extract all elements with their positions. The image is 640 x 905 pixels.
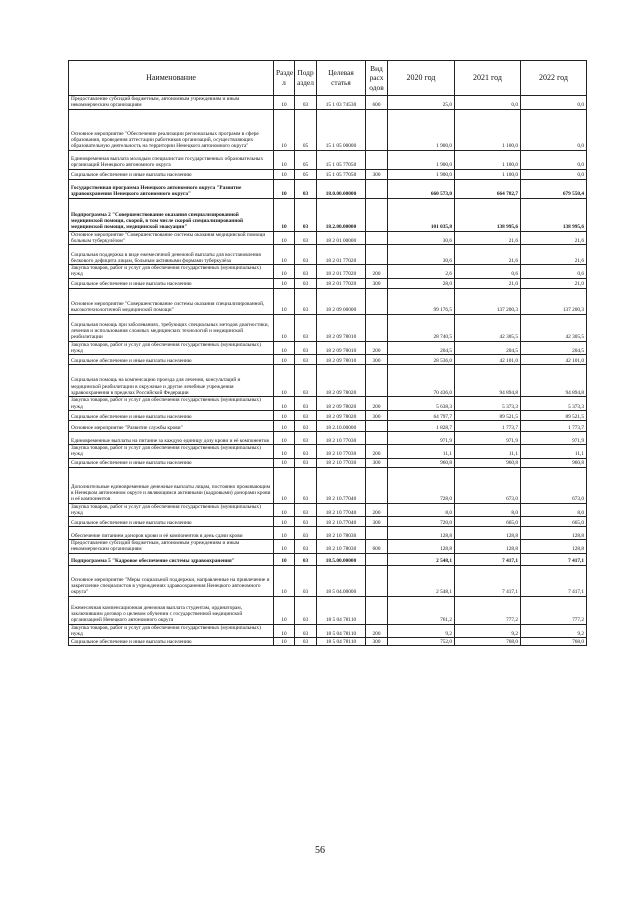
cell-subsection: 03 — [295, 565, 317, 596]
cell-section: 10 — [274, 365, 295, 397]
cell-target: 18 2 10 77030 — [317, 431, 366, 444]
cell-target: 18 2 09 78010 — [317, 355, 366, 365]
cell-target: 18 2 10 77040 — [317, 503, 366, 517]
cell-exp-type: 300 — [366, 517, 388, 527]
cell-exp-type — [366, 109, 388, 150]
cell-exp-type — [366, 420, 388, 431]
table-row — [69, 169, 587, 179]
cell-exp-type — [366, 365, 388, 397]
cell-subsection: 03 — [295, 198, 317, 231]
cell-target: 18.0.00.00000 — [317, 179, 366, 198]
cell-section: 10 — [274, 517, 295, 527]
cell-section: 10 — [274, 314, 295, 341]
page-number: 56 — [315, 845, 325, 856]
cell-2022: 0,6 — [521, 265, 587, 279]
cell-section: 10 — [274, 444, 295, 458]
cell-2020: 28 536,0 — [388, 355, 455, 365]
cell-2022: 42 305,5 — [521, 314, 587, 341]
cell-name: Предоставление субсидий бюджетным, автономным учреждениям и иным некоммерческим организациям — [69, 96, 274, 110]
cell-section: 10 — [274, 503, 295, 517]
cell-2021: 5 373,3 — [455, 397, 521, 411]
cell-2022: 21,6 — [521, 245, 587, 265]
table-row — [69, 96, 587, 110]
cell-2022: 0,0 — [521, 169, 587, 179]
table-row — [69, 596, 587, 624]
cell-section: 10 — [274, 179, 295, 198]
cell-name: Социальное обеспечение и иные выплаты населению — [69, 458, 274, 467]
cell-name: Обеспечение питанием доноров крови и её компонентов в день сдачи крови — [69, 527, 274, 540]
cell-name: Единовременные выплаты на питание за каждую единицу дозу крови и её компонентов — [69, 431, 274, 444]
cell-name: Закупка товаров, работ и услуг для обеспечения государственных (муниципальных) нужд — [69, 503, 274, 517]
cell-2021: 21,0 — [455, 278, 521, 288]
cell-exp-type — [366, 565, 388, 596]
cell-2022: 8,0 — [521, 503, 587, 517]
cell-section: 10 — [274, 288, 295, 314]
table-row — [69, 624, 587, 638]
table-row — [69, 365, 587, 397]
cell-name: Социальное обеспечение и иные выплаты населению — [69, 638, 274, 646]
cell-exp-type — [366, 288, 388, 314]
cell-exp-type — [366, 431, 388, 444]
cell-name: Основное мероприятие "Развитие службы крови" — [69, 420, 274, 431]
cell-2020: 99 176,5 — [388, 288, 455, 314]
cell-target: 18 2 09 78020 — [317, 410, 366, 420]
header-exp-type: Вид расх одов — [366, 61, 388, 96]
cell-subsection: 03 — [295, 410, 317, 420]
cell-exp-type: 300 — [366, 355, 388, 365]
cell-target: 15 1 05 77050 — [317, 169, 366, 179]
cell-2022: 0,0 — [521, 96, 587, 110]
cell-name: Основное мероприятие "Совершенствование системы оказания медицинской помощи больным туберкулёзом" — [69, 231, 274, 245]
cell-exp-type: 200 — [366, 444, 388, 458]
cell-2020: 2,6 — [388, 265, 455, 279]
cell-section: 10 — [274, 638, 295, 646]
cell-2022: 0,0 — [521, 109, 587, 150]
cell-2020: 1 900,0 — [388, 169, 455, 179]
cell-2021: 8,0 — [455, 503, 521, 517]
table-row — [69, 355, 587, 365]
cell-section: 10 — [274, 231, 295, 245]
cell-section: 10 — [274, 431, 295, 444]
cell-2020: 960,8 — [388, 458, 455, 467]
cell-2020: 30,6 — [388, 231, 455, 245]
table-row — [69, 288, 587, 314]
cell-name: Закупка товаров, работ и услуг для обеспечения государственных (муниципальных) нужд — [69, 624, 274, 638]
cell-name: Закупка товаров, работ и услуг для обеспечения государственных (муниципальных) нужд — [69, 397, 274, 411]
cell-section: 10 — [274, 565, 295, 596]
cell-exp-type — [366, 314, 388, 341]
cell-name: Основное мероприятие "Обеспечение реализации региональных программ в сфере образования, проведения аттестации работников организаций, осуществляющих образовательную деятельность на территории Ненецкого автономного округа" — [69, 109, 274, 150]
cell-exp-type — [366, 245, 388, 265]
cell-2020: 752,0 — [388, 638, 455, 646]
cell-2020: 660 573,0 — [388, 179, 455, 198]
cell-section: 10 — [274, 553, 295, 565]
table-row — [69, 245, 587, 265]
cell-subsection: 03 — [295, 458, 317, 467]
header-2020: 2020 год — [388, 61, 455, 96]
cell-exp-type: 200 — [366, 397, 388, 411]
cell-subsection: 03 — [295, 96, 317, 110]
cell-target: 18 2 09 78020 — [317, 397, 366, 411]
cell-section: 10 — [274, 341, 295, 355]
cell-section: 10 — [274, 245, 295, 265]
cell-2021: 94 894,8 — [455, 365, 521, 397]
cell-subsection: 03 — [295, 179, 317, 198]
cell-subsection: 03 — [295, 397, 317, 411]
cell-target: 15 1 03 74530 — [317, 96, 366, 110]
cell-2020: 30,6 — [388, 245, 455, 265]
cell-target: 18 2 09 78020 — [317, 365, 366, 397]
table-row — [69, 231, 587, 245]
cell-target: 18 5 04 78110 — [317, 624, 366, 638]
cell-subsection: 03 — [295, 540, 317, 554]
cell-subsection: 03 — [295, 341, 317, 355]
cell-2021: 1 100,0 — [455, 109, 521, 150]
cell-section: 10 — [274, 624, 295, 638]
cell-2022: 128,8 — [521, 540, 587, 554]
cell-2020: 9,2 — [388, 624, 455, 638]
cell-2021: 42 305,5 — [455, 314, 521, 341]
cell-2021: 204,5 — [455, 341, 521, 355]
cell-name: Основное мероприятие "Меры социальной поддержки, направленные на привлечение и закрепление специалистов в учреждениях здравоохранения Ненецкого автономного округа" — [69, 565, 274, 596]
cell-2022: 9,2 — [521, 624, 587, 638]
cell-subsection: 03 — [295, 596, 317, 624]
cell-2020: 1 828,7 — [388, 420, 455, 431]
cell-2022: 21,6 — [521, 231, 587, 245]
cell-name: Основное мероприятие "Совершенствование системы оказания специализированной, высокотехнологичной медицинской помощи" — [69, 288, 274, 314]
table-row — [69, 198, 587, 231]
table-row — [69, 410, 587, 420]
cell-2022: 94 894,8 — [521, 365, 587, 397]
cell-2020: 128,8 — [388, 527, 455, 540]
cell-name: Единовременная выплата молодым специалистам государственных образовательных организаций Ненецкого автономного округа — [69, 150, 274, 169]
cell-2020: 5 638,3 — [388, 397, 455, 411]
cell-2021: 664 782,7 — [455, 179, 521, 198]
cell-target: 18 2 01 77020 — [317, 278, 366, 288]
cell-2021: 21,6 — [455, 231, 521, 245]
cell-target: 15 1 05 77050 — [317, 150, 366, 169]
cell-2022: 138 995,6 — [521, 198, 587, 231]
cell-exp-type — [366, 553, 388, 565]
cell-subsection: 05 — [295, 109, 317, 150]
header-section: Разде л — [274, 61, 295, 96]
cell-2020: 11,1 — [388, 444, 455, 458]
cell-name: Ежемесячная компенсационная денежная выплата студентам, ординаторам, заключившим договор о целевом обучении с государственной медицинской организацией Ненецкого автономного округа — [69, 596, 274, 624]
cell-section: 10 — [274, 458, 295, 467]
cell-2020: 70 436,0 — [388, 365, 455, 397]
cell-exp-type: 200 — [366, 624, 388, 638]
cell-exp-type: 300 — [366, 638, 388, 646]
cell-2020: 971,9 — [388, 431, 455, 444]
cell-2020: 204,5 — [388, 341, 455, 355]
cell-exp-type — [366, 150, 388, 169]
table-row — [69, 278, 587, 288]
cell-exp-type: 200 — [366, 341, 388, 355]
cell-exp-type — [366, 527, 388, 540]
cell-exp-type: 600 — [366, 96, 388, 110]
cell-name: Социальное обеспечение и иные выплаты населению — [69, 169, 274, 179]
cell-2021: 11,1 — [455, 444, 521, 458]
cell-2021: 971,9 — [455, 431, 521, 444]
cell-subsection: 03 — [295, 288, 317, 314]
cell-section: 10 — [274, 596, 295, 624]
cell-subsection: 03 — [295, 265, 317, 279]
table-body — [69, 96, 587, 646]
cell-2021: 673,0 — [455, 467, 521, 503]
cell-2021: 1 100,0 — [455, 150, 521, 169]
cell-2021: 128,8 — [455, 540, 521, 554]
cell-exp-type — [366, 596, 388, 624]
header-target: Целевая статья — [317, 61, 366, 96]
cell-2020: 720,0 — [388, 517, 455, 527]
cell-name: Дополнительные единовременные денежные выплаты лицам, постоянно проживающим в Ненецком автономном округе и являющимся активными (кадровыми) донорами крови и её компонентов — [69, 467, 274, 503]
cell-section: 10 — [274, 96, 295, 110]
table-row — [69, 431, 587, 444]
cell-name: Социальная помощь на компенсацию проезда для лечения, консультаций и медицинской реабилитации в окружные и другие лечебные учреждения здравоохранения в пределах Российской Федерации — [69, 365, 274, 397]
cell-2022: 128,8 — [521, 527, 587, 540]
cell-name: Социальное обеспечение и иные выплаты населению — [69, 278, 274, 288]
cell-2021: 42 101,0 — [455, 355, 521, 365]
cell-subsection: 03 — [295, 444, 317, 458]
cell-2020: 128,8 — [388, 540, 455, 554]
cell-name: Социальное обеспечение и иные выплаты населению — [69, 517, 274, 527]
cell-subsection: 03 — [295, 503, 317, 517]
cell-exp-type: 300 — [366, 410, 388, 420]
cell-target: 18 5 04 78110 — [317, 638, 366, 646]
cell-exp-type — [366, 179, 388, 198]
cell-exp-type: 200 — [366, 265, 388, 279]
cell-2021: 1 773,7 — [455, 420, 521, 431]
table-row — [69, 467, 587, 503]
cell-target: 15 1 05 00000 — [317, 109, 366, 150]
cell-subsection: 03 — [295, 553, 317, 565]
cell-section: 10 — [274, 527, 295, 540]
cell-2021: 665,0 — [455, 517, 521, 527]
header-row — [69, 61, 587, 96]
cell-target: 18 2 10.77040 — [317, 467, 366, 503]
cell-name: Социальное обеспечение и иные выплаты населению — [69, 410, 274, 420]
cell-exp-type: 300 — [366, 169, 388, 179]
cell-target: 18 5 04.00000 — [317, 565, 366, 596]
cell-target: 18 2 01 77020 — [317, 245, 366, 265]
cell-exp-type — [366, 231, 388, 245]
cell-2022: 21,0 — [521, 278, 587, 288]
cell-2022: 679 550,4 — [521, 179, 587, 198]
cell-subsection: 03 — [295, 431, 317, 444]
cell-2022: 777,2 — [521, 596, 587, 624]
cell-2020: 1 900,0 — [388, 109, 455, 150]
cell-subsection: 03 — [295, 278, 317, 288]
cell-2021: 1 100,0 — [455, 169, 521, 179]
table-row — [69, 458, 587, 467]
cell-exp-type — [366, 467, 388, 503]
cell-2021: 777,2 — [455, 596, 521, 624]
cell-exp-type: 600 — [366, 540, 388, 554]
cell-subsection: 05 — [295, 169, 317, 179]
cell-2022: 960,8 — [521, 458, 587, 467]
cell-name: Закупка товаров, работ и услуг для обеспечения государственных (муниципальных) нужд — [69, 341, 274, 355]
cell-target: 18 2 01 77020 — [317, 265, 366, 279]
cell-target: 18 5 04 78110 — [317, 596, 366, 624]
cell-target: 18 2 10.77040 — [317, 517, 366, 527]
cell-exp-type: 300 — [366, 278, 388, 288]
table-row — [69, 565, 587, 596]
cell-2022: 0,0 — [521, 150, 587, 169]
cell-2021: 0,0 — [455, 96, 521, 110]
table-row — [69, 179, 587, 198]
cell-section: 10 — [274, 109, 295, 150]
cell-name: Закупка товаров, работ и услуг для обеспечения государственных (муниципальных) нужд — [69, 265, 274, 279]
cell-2022: 11,1 — [521, 444, 587, 458]
cell-target: 18 2 09 00000 — [317, 288, 366, 314]
cell-2020: 2 548,1 — [388, 565, 455, 596]
cell-target: 18 2 01 00000 — [317, 231, 366, 245]
cell-2022: 137 200,3 — [521, 288, 587, 314]
cell-2020: 28 740,5 — [388, 314, 455, 341]
cell-name: Закупка товаров, работ и услуг для обеспечения государственных (муниципальных) нужд — [69, 444, 274, 458]
cell-section: 10 — [274, 540, 295, 554]
table-row — [69, 109, 587, 150]
cell-2021: 21,6 — [455, 245, 521, 265]
cell-section: 10 — [274, 278, 295, 288]
cell-section: 10 — [274, 467, 295, 503]
cell-target: 18 2 10 77030 — [317, 458, 366, 467]
cell-target: 18.5.00.00000 — [317, 553, 366, 565]
cell-2021: 9,2 — [455, 624, 521, 638]
cell-2020: 28,0 — [388, 278, 455, 288]
cell-subsection: 03 — [295, 314, 317, 341]
cell-2021: 138 995,6 — [455, 198, 521, 231]
table-row — [69, 314, 587, 341]
cell-target: 18.2.00.00000 — [317, 198, 366, 231]
cell-exp-type: 300 — [366, 458, 388, 467]
cell-section: 10 — [274, 169, 295, 179]
table-row — [69, 265, 587, 279]
cell-name: Социальное обеспечение и иные выплаты населению — [69, 355, 274, 365]
cell-subsection: 03 — [295, 638, 317, 646]
header-2022: 2022 год — [521, 61, 587, 96]
cell-2022: 768,0 — [521, 638, 587, 646]
cell-section: 10 — [274, 198, 295, 231]
cell-section: 10 — [274, 410, 295, 420]
cell-2021: 7 417,1 — [455, 565, 521, 596]
cell-2022: 5 373,3 — [521, 397, 587, 411]
cell-subsection: 03 — [295, 245, 317, 265]
cell-2021: 768,0 — [455, 638, 521, 646]
cell-2020: 2 548,1 — [388, 553, 455, 565]
cell-exp-type — [366, 198, 388, 231]
cell-section: 10 — [274, 265, 295, 279]
table-row — [69, 420, 587, 431]
cell-name: Социальная помощь при заболеваниях, требующих специальных методов диагностики, лечения и использования сложных медицинских технологий и медицинской реабилитации — [69, 314, 274, 341]
cell-subsection: 05 — [295, 150, 317, 169]
cell-target: 18 2 10 78030 — [317, 540, 366, 554]
cell-subsection: 03 — [295, 467, 317, 503]
cell-subsection: 03 — [295, 420, 317, 431]
table-row — [69, 503, 587, 517]
cell-2022: 89 521,5 — [521, 410, 587, 420]
header-2021: 2021 год — [455, 61, 521, 96]
cell-2022: 7 417,1 — [521, 553, 587, 565]
cell-2021: 128,8 — [455, 527, 521, 540]
table-row — [69, 540, 587, 554]
cell-2022: 42 101,0 — [521, 355, 587, 365]
cell-2022: 204,5 — [521, 341, 587, 355]
cell-2021: 137 200,3 — [455, 288, 521, 314]
cell-2020: 64 797,7 — [388, 410, 455, 420]
cell-subsection: 03 — [295, 527, 317, 540]
cell-exp-type: 200 — [366, 503, 388, 517]
table-row — [69, 553, 587, 565]
cell-2020: 25,0 — [388, 96, 455, 110]
cell-subsection: 03 — [295, 517, 317, 527]
table-row — [69, 397, 587, 411]
cell-2021: 7 417,1 — [455, 553, 521, 565]
cell-target: 18 2 09 78010 — [317, 314, 366, 341]
cell-name: Подпрограмма 5 "Кадровое обеспечение системы здравоохранения" — [69, 553, 274, 565]
cell-subsection: 03 — [295, 231, 317, 245]
cell-section: 10 — [274, 150, 295, 169]
cell-2020: 101 035,8 — [388, 198, 455, 231]
cell-name: Государственная программа Ненецкого автономного округа "Развитие здравоохранения Ненецкого автономного округа" — [69, 179, 274, 198]
cell-name: Социальная поддержка в виде ежемесячной денежной выплаты для восстановления белкового дефицита лицам, больным активными формами туберкулёза — [69, 245, 274, 265]
cell-subsection: 03 — [295, 624, 317, 638]
table-row — [69, 150, 587, 169]
cell-2020: 728,0 — [388, 467, 455, 503]
cell-name: Подпрограмма 2 "Совершенствование оказания специализированной медицинской помощи, скорой, в том числе скорой специализированной медицинской помощи, медицинской эвакуации" — [69, 198, 274, 231]
table-row — [69, 341, 587, 355]
cell-section: 10 — [274, 355, 295, 365]
cell-2021: 0,6 — [455, 265, 521, 279]
cell-2022: 665,0 — [521, 517, 587, 527]
header-name: Наименование — [69, 61, 274, 96]
table-row — [69, 517, 587, 527]
cell-target: 18 2 09 78010 — [317, 341, 366, 355]
table-row — [69, 444, 587, 458]
table-row — [69, 638, 587, 646]
cell-2021: 960,8 — [455, 458, 521, 467]
cell-subsection: 03 — [295, 355, 317, 365]
cell-2020: 1 900,0 — [388, 150, 455, 169]
cell-2020: 761,2 — [388, 596, 455, 624]
cell-section: 10 — [274, 420, 295, 431]
cell-2022: 1 773,7 — [521, 420, 587, 431]
cell-target: 18 2 10 78030 — [317, 527, 366, 540]
cell-target: 18 2.10.00000 — [317, 420, 366, 431]
header-subsection: Подр аздел — [295, 61, 317, 96]
cell-name: Предоставление субсидий бюджетным, автономным учреждениям и иным некоммерческим организациям — [69, 540, 274, 554]
cell-2021: 89 521,5 — [455, 410, 521, 420]
cell-2022: 971,9 — [521, 431, 587, 444]
cell-2020: 8,0 — [388, 503, 455, 517]
budget-table — [68, 60, 587, 646]
cell-section: 10 — [274, 397, 295, 411]
cell-2022: 7 417,1 — [521, 565, 587, 596]
table-row — [69, 527, 587, 540]
cell-subsection: 03 — [295, 365, 317, 397]
cell-2022: 673,0 — [521, 467, 587, 503]
cell-target: 18 2 10 77030 — [317, 444, 366, 458]
